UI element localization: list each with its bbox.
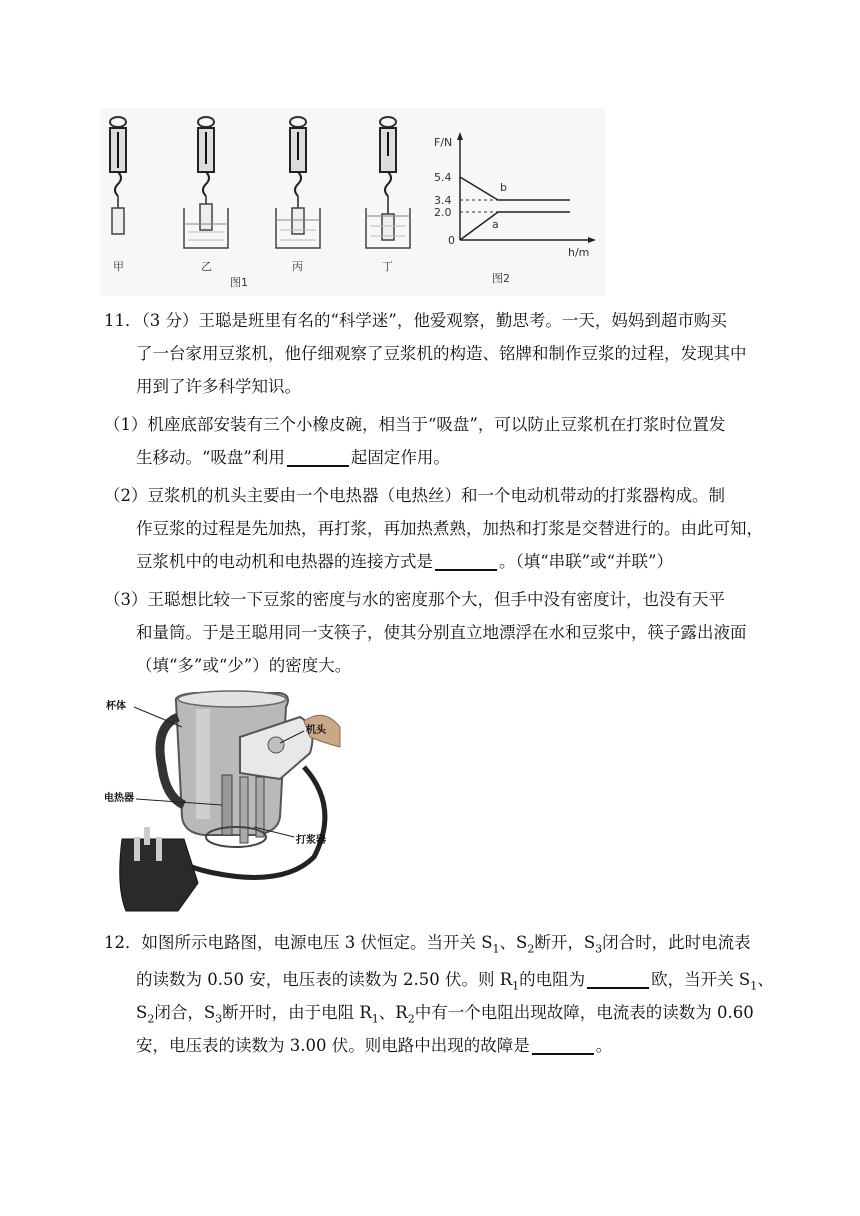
answer-blank-2[interactable] [435,551,497,571]
q12-text: 闭合，S [154,1003,216,1022]
q11-part3-line1: （3）王聪想比较一下豆浆的密度与水的密度那个大，但手中没有密度计，也没有天平 [104,590,725,609]
answer-blank-3[interactable] [587,969,649,989]
figure-1-caption: 图1 [230,276,248,289]
y-axis-label: F/N [434,136,453,149]
q11-part1-line1: （1）机座底部安装有三个小橡皮碗，相当于“吸盘”，可以防止豆浆机在打浆时位置发 [104,415,726,434]
q12-text: 欧，当开关 S [651,970,751,989]
q11-stem-line3: 用到了许多科学知识。 [136,377,301,396]
q11-part2-text-b: 。（填“串联”或“并联”） [499,552,673,571]
q11-stem-line2: 了一台家用豆浆机，他仔细观察了豆浆机的构造、铭牌和制作豆浆的过程，发现其中 [136,344,747,363]
origin-label: 0 [448,234,455,247]
subscript: 2 [527,942,535,956]
q11-part1-text-b: 起固定作用。 [350,448,450,467]
q11-part2-text-a: 豆浆机中的电动机和电热器的连接方式是 [136,552,433,571]
q11-part2-line1: （2）豆浆机的机头主要由一个电热器（电热丝）和一个电动机带动的打浆器构成。制 [104,486,725,505]
q12-text: 12．如图所示电路图，电源电压 3 伏恒定。当开关 S [104,933,493,952]
figure-1-and-2 [100,108,605,296]
q12-text: 闭合时，此时电流表 [602,933,751,952]
soymilk-machine-photo [104,687,344,917]
x-axis-label: h/m [568,246,590,259]
q11-part1-text-a: 生移动。“吸盘”利用 [136,448,285,467]
subscript: 1 [371,1012,379,1026]
label-yi: 乙 [201,260,212,273]
subscript: 3 [595,942,603,956]
q12-text: 、 [757,970,774,989]
label-beater: 打浆器 [296,835,326,846]
label-machine-head: 机头 [306,725,326,736]
y-tick-2-0: 2.0 [434,206,452,219]
y-tick-5-4: 5.4 [434,171,452,184]
q12-text: 断开时，由于电阻 R [222,1003,372,1022]
subscript: 2 [147,1012,155,1026]
answer-blank-4[interactable] [532,1035,594,1055]
subscript: 1 [750,979,758,993]
q11-stem-line1: 11．（3 分）王聪是班里有名的“科学迷”，他爱观察，勤思考。一天，妈妈到超市购买 [104,311,727,330]
q12-text: 。 [595,1036,613,1055]
label-ding: 丁 [382,260,393,273]
q11-part2-line3 [136,545,673,578]
q12-text: 中有一个电阻出现故障，电流表的读数为 0.60 [414,1003,754,1022]
q11-part1-line2 [136,441,450,474]
label-heater: 电热器 [104,793,134,804]
q12-line4 [136,1029,612,1062]
answer-blank-1[interactable] [287,447,349,467]
label-bing: 丙 [292,260,303,273]
q12-text: 断开，S [534,933,596,952]
q12-text: 、S [499,933,528,952]
line-b-label: b [500,181,507,194]
q12-text: 的读数为 0.50 安，电压表的读数为 2.50 伏。则 R [136,970,513,989]
subscript: 2 [407,1012,415,1026]
label-cup-body: 杯体 [106,701,126,712]
label-jia: 甲 [113,260,124,273]
q11-part3-line3: （填“多”或“少”）的密度大。 [136,656,352,675]
q12-text: 安，电压表的读数为 3.00 伏。则电路中出现的故障是 [136,1036,530,1055]
subscript: 3 [215,1012,223,1026]
q11-part2-line2: 作豆浆的过程是先加热，再打浆，再加热煮熟，加热和打浆是交替进行的。由此可知， [136,519,763,538]
q12-text: S [136,1003,148,1022]
q12-text: 、R [378,1003,408,1022]
line-a-label: a [492,218,499,231]
subscript: 1 [492,942,500,956]
q12-line1 [104,926,751,965]
q12-text: 的电阻为 [519,970,586,989]
y-tick-3-4: 3.4 [434,194,452,207]
figure-2-caption: 图2 [492,272,510,285]
q11-part3-line2: 和量筒。于是王聪用同一支筷子，使其分别直立地漂浮在水和豆浆中，筷子露出液面 [136,623,747,642]
subscript: 1 [512,979,520,993]
